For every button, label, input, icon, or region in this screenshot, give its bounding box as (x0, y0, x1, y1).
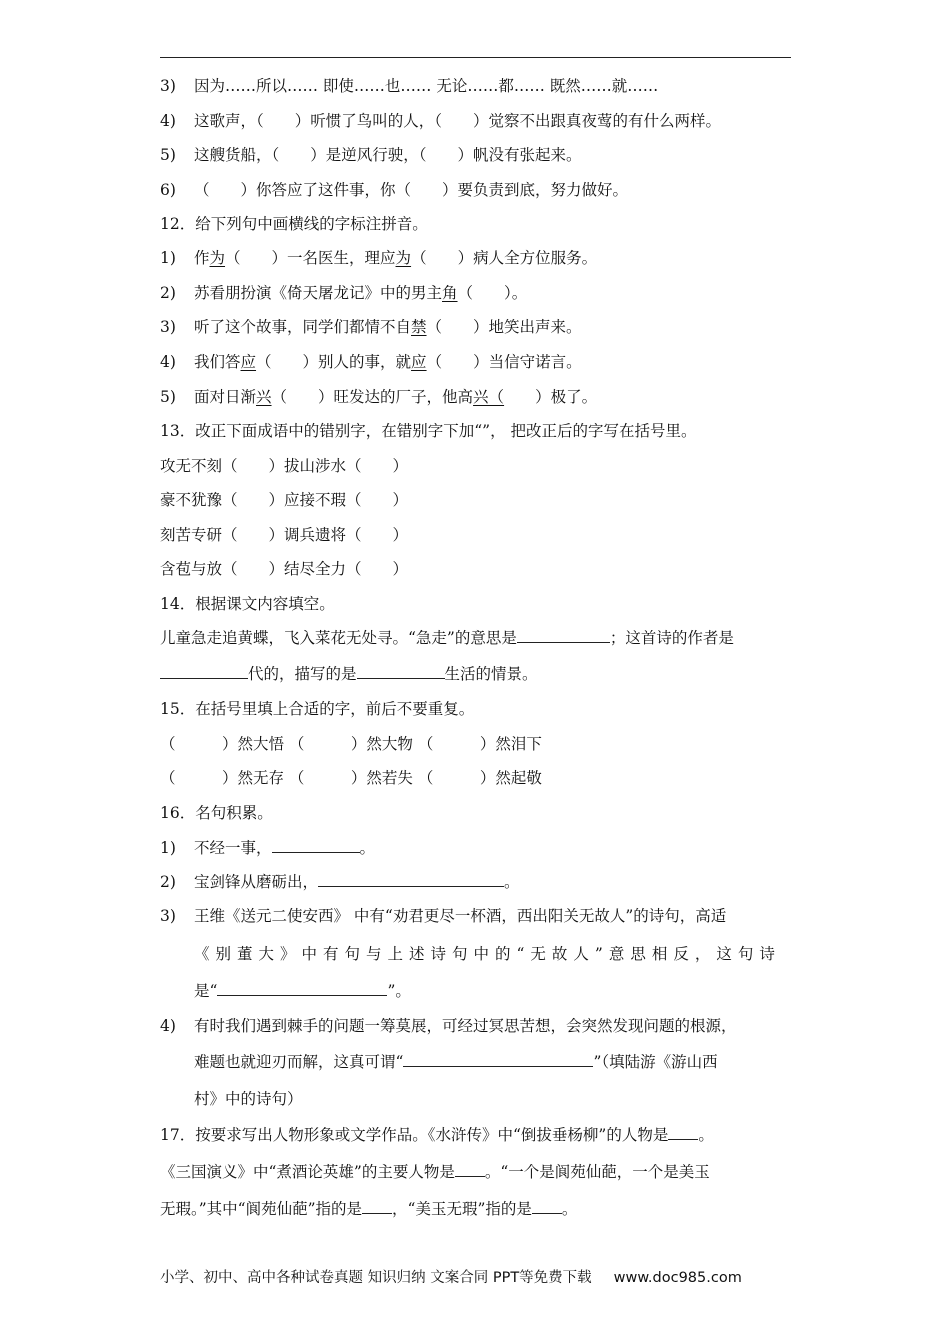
answer-blank (532, 1199, 562, 1214)
underlined-char: 禁 (411, 318, 427, 336)
q12-item-3: 3) 听了这个故事，同学们都情不自禁（ ）地笑出声来。 (160, 318, 582, 336)
page-footer (160, 1266, 742, 1287)
q13-row-4: 含苞与放（ ）结尽全力（ ） (160, 560, 409, 578)
answer-blank (455, 1162, 485, 1177)
q12-title: 12．给下列句中画横线的字标注拼音。 (160, 215, 428, 233)
underlined-char: 为 (395, 249, 412, 267)
q16-title: 16．名句积累。 (160, 804, 273, 822)
underlined-char: 角 (442, 284, 458, 302)
q14-title: 14．根据课文内容填空。 (160, 595, 335, 613)
header-rule (160, 57, 791, 58)
answer-blank (517, 628, 610, 643)
answer-blank (362, 1199, 392, 1214)
q17-line-1: 17．按要求写出人物形象或文学作品。《水浒传》中“倒拔垂杨柳”的人物是 。 (160, 1126, 714, 1144)
q15-row-1: （ ）然大悟 （ ）然大物 （ ）然泪下 (160, 735, 542, 753)
underlined-char: 应 (411, 353, 427, 371)
q11-item-4: 4) 这歌声，（ ）听惯了鸟叫的人，（ ）觉察不出跟真夜莺的有什么两样。 (160, 112, 722, 130)
answer-blank (272, 838, 360, 853)
q13-title: 13．改正下面成语中的错别字，在错别字下加“”， 把改正后的字写在括号里。 (160, 422, 697, 440)
answer-blank (318, 872, 504, 887)
underlined-char: 兴 (256, 388, 272, 406)
q13-row-2: 豪不犹豫（ ）应接不瑕（ ） (160, 491, 409, 509)
q12-item-4: 4) 我们答应（ ）别人的事，就应（ ）当信守诺言。 (160, 353, 582, 371)
underlined-char: 应 (240, 353, 257, 371)
q16-item-3: 3) 王维《送元二使安西》 中有“劝君更尽一杯酒，西出阳关无故人”的诗句，高适 (160, 907, 727, 925)
q15-title: 15．在括号里填上合适的字，前后不要重复。 (160, 700, 475, 718)
q15-row-2: （ ）然无存 （ ）然若失 （ ）然起敬 (160, 769, 542, 787)
q13-row-1: 攻无不刻（ ）拔山涉水（ ） (160, 457, 409, 475)
q16-item-3-line-3: 是“ ”。 (194, 982, 411, 1000)
underlined-char: 为 (209, 249, 226, 267)
q16-item-3-line-2: 《别董大》中有句与上述诗句中的“无故人”意思相反，这句诗 (194, 945, 781, 963)
q16-item-2: 2) 宝剑锋从磨砺出， 。 (160, 873, 520, 891)
answer-blank (217, 981, 387, 996)
q14-line-1: 儿童急走追黄蝶，飞入菜花无处寻。“急走”的意思是 ；这首诗的作者是 (160, 629, 734, 647)
underlined-char: 兴（ (473, 388, 505, 406)
q11-item-5: 5) 这艘货船，（ ）是逆风行驶，（ ）帆没有张起来。 (160, 146, 582, 164)
answer-blank (160, 664, 248, 679)
q11-item-3: 3) 因为……所以…… 即使……也…… 无论……都…… 既然……就…… (160, 77, 659, 95)
q16-item-4-line-2: 难题也就迎刃而解，这真可谓“ ”（填陆游《游山西 (194, 1053, 718, 1071)
answer-blank (357, 664, 445, 679)
q12-item-2: 2) 苏看朋扮演《倚天屠龙记》中的男主角（ ）。 (160, 284, 528, 302)
answer-blank (403, 1052, 593, 1067)
answer-blank (668, 1125, 698, 1140)
q12-item-1: 1) 作为（ ）一名医生，理应为（ ）病人全方位服务。 (160, 249, 598, 267)
q17-line-2: 《三国演义》中“煮酒论英雄”的主要人物是 。“一个是阆苑仙葩，一个是美玉 (160, 1163, 710, 1181)
q14-line-2: 代的，描写的是 生活的情景。 (160, 664, 800, 684)
q13-row-3: 刻苦专研（ ）调兵遗将（ ） (160, 526, 409, 544)
footer-text: 小学、初中、高中各种试卷真题 知识归纳 文案合同 PPT等免费下载 (160, 1270, 592, 1286)
q16-item-1: 1) 不经一事， 。 (160, 839, 376, 857)
q12-item-5: 5) 面对日渐兴（ ）旺发达的厂子，他高兴（ ）极了。 (160, 388, 598, 406)
q11-item-6: 6) （ ）你答应了这件事，你（ ）要负责到底，努力做好。 (160, 181, 629, 199)
q16-item-4: 4) 有时我们遇到棘手的问题一筹莫展，可经过冥思苦想，会突然发现问题的根源， (160, 1017, 737, 1035)
q16-item-4-line-3: 村》中的诗句） (194, 1090, 303, 1108)
q17-line-3: 无瑕。”其中“阆苑仙葩”指的是 ，“美玉无瑕”指的是 。 (160, 1200, 578, 1218)
footer-website-link[interactable]: www.doc985.com (613, 1270, 742, 1286)
